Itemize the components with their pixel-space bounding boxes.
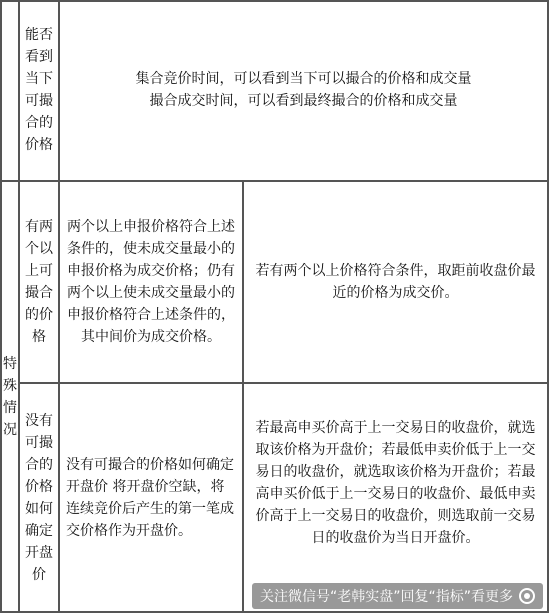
special-cases-label: 特 殊 情 况 xyxy=(3,355,17,438)
row3-shanghai-rule: 没有可撮合的价格如何确定开盘价 将开盘价空缺，将连续竞价后产生的第一笔成交价格作为开盘价。 xyxy=(66,456,234,539)
row1-content: 集合竞价时间，可以看到当下可以撮合的价格和成交量 撮合成交时间，可以看到最终撮合的价格和成交量 xyxy=(135,71,472,109)
row2-label: 有两 个以 上可 撮合 的价 格 xyxy=(25,219,53,345)
watermark xyxy=(252,583,543,609)
row1-label: 能否 看到 当下 可撮 合的 价格 xyxy=(25,27,53,153)
row3-shenzhen-rule: 若最高申买价高于上一交易日的收盘价，就选取该价格为开盘价；若最低申卖价低于上一交易日的收盘价，就选取该价格为开盘价；若最高申买价低于上一交易日的收盘价、最低申卖价高于上一交易日的收盘价，则选取前一交易日的收盘价为当日开盘价。 xyxy=(255,419,536,546)
watermark-text: 关注微信号“老韩实盘”回复“指标”看更多 xyxy=(259,589,513,605)
row2-shenzhen-rule: 若有两个以上价格符合条件，取距前收盘价最近的价格为成交价。 xyxy=(255,263,536,301)
row3-label: 没有 可撮 合的 价格 如何 确定 开盘 价 xyxy=(25,412,53,583)
row2-shanghai-rule: 两个以上申报价格符合上述条件的，使未成交量最小的申报价格为成交价格；仍有两个以上使未成交量最小的申报价格符合上述条件的，其中间价为成交价格。 xyxy=(67,219,235,345)
wechat-icon xyxy=(519,588,535,604)
